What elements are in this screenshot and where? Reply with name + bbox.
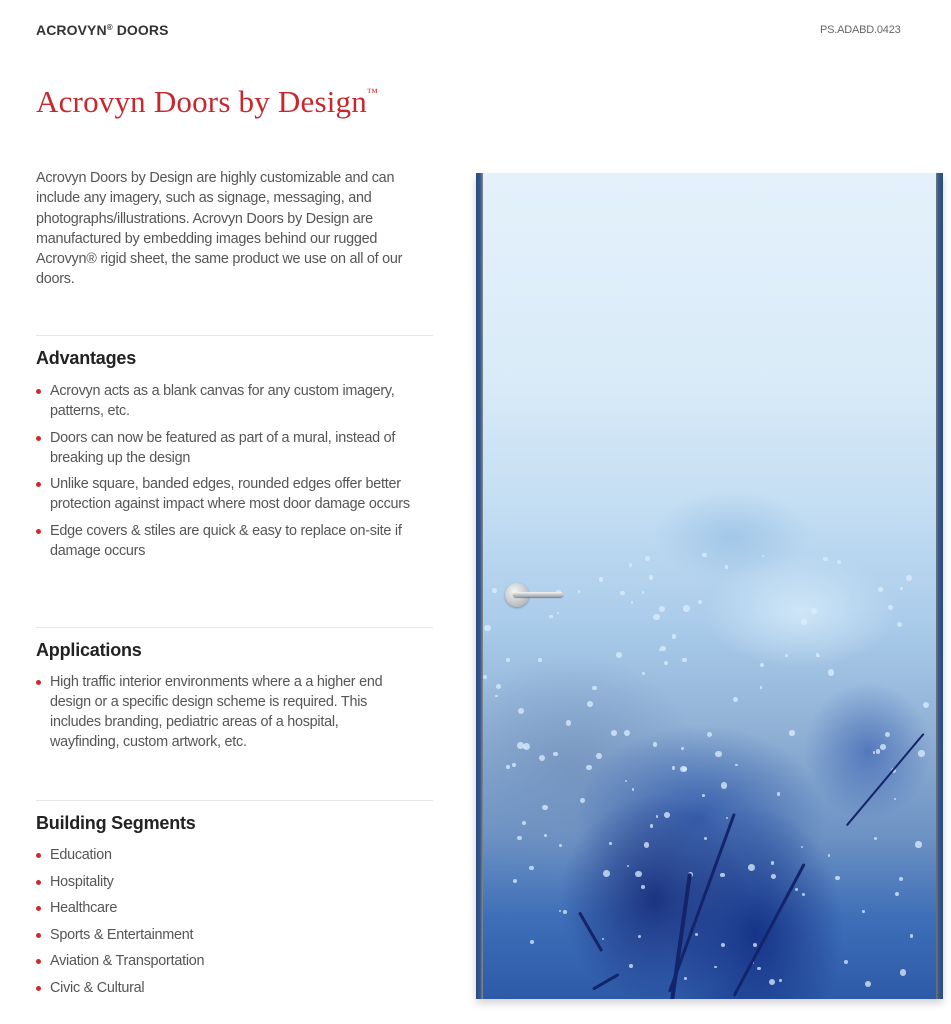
- watercolor-speck: [769, 979, 775, 985]
- watercolor-speck: [885, 732, 890, 737]
- watercolor-speck: [517, 836, 521, 840]
- watercolor-speck: [580, 798, 585, 803]
- door-image: [476, 173, 943, 999]
- watercolor-speck: [835, 876, 840, 881]
- watercolor-speck: [529, 866, 533, 870]
- watercolor-speck: [549, 615, 553, 619]
- watercolor-speck: [735, 764, 738, 767]
- door-panel-watercolor: [483, 173, 936, 999]
- watercolor-speck: [721, 782, 728, 789]
- watercolor-speck: [915, 841, 921, 847]
- watercolor-speck: [627, 865, 629, 867]
- divider: [36, 627, 433, 628]
- watercolor-speck: [495, 695, 497, 697]
- divider: [36, 335, 433, 336]
- watercolor-speck: [802, 893, 805, 896]
- watercolor-crack: [578, 912, 603, 952]
- bullet-icon: [36, 436, 41, 441]
- watercolor-speck: [682, 658, 687, 663]
- watercolor-speck: [553, 752, 557, 756]
- watercolor-speck: [492, 588, 497, 593]
- bullet-icon: [36, 986, 41, 991]
- watercolor-speck: [771, 861, 774, 864]
- list-item-text: Education: [50, 847, 112, 863]
- watercolor-speck: [801, 846, 803, 848]
- list-item-text: Unlike square, banded edges, rounded edges offer better protection against impact where most door damage occurs: [50, 476, 410, 512]
- watercolor-speck: [828, 669, 834, 675]
- watercolor-speck: [801, 619, 806, 624]
- watercolor-speck: [656, 815, 658, 817]
- watercolor-speck: [684, 977, 687, 980]
- watercolor-speck: [828, 854, 830, 856]
- door-edge-right: [936, 173, 943, 999]
- watercolor-speck: [542, 805, 548, 811]
- watercolor-speck: [603, 870, 610, 877]
- watercolor-speck: [672, 634, 677, 639]
- bullet-icon: [36, 529, 41, 534]
- watercolor-speck: [878, 587, 883, 592]
- watercolor-speck: [726, 817, 728, 819]
- watercolor-speck: [748, 864, 755, 871]
- list-item: [36, 381, 436, 421]
- watercolor-speck: [923, 702, 929, 708]
- watercolor-speck: [862, 910, 865, 913]
- divider: [36, 800, 433, 801]
- watercolor-speck: [641, 885, 645, 889]
- building-segments-list: [36, 845, 436, 1005]
- watercolor-speck: [538, 658, 542, 662]
- watercolor-speck: [587, 701, 593, 707]
- watercolor-speck: [650, 824, 653, 827]
- watercolor-speck: [659, 606, 665, 612]
- watercolor-speck: [880, 744, 886, 750]
- watercolor-speck: [702, 794, 705, 797]
- watercolor-speck: [844, 960, 848, 964]
- watercolor-speck: [609, 842, 612, 845]
- watercolor-speck: [653, 742, 658, 747]
- list-item-text: Acrovyn acts as a blank canvas for any custom imagery, patterns, etc.: [50, 383, 395, 419]
- watercolor-speck: [539, 755, 545, 761]
- applications-list: [36, 672, 406, 752]
- watercolor-speck: [760, 686, 762, 688]
- watercolor-speck: [900, 587, 903, 590]
- bullet-icon: [36, 959, 41, 964]
- watercolor-speck: [506, 765, 509, 768]
- watercolor-speck: [635, 871, 642, 878]
- watercolor-speck: [518, 708, 524, 714]
- watercolor-speck: [664, 661, 669, 666]
- watercolor-speck: [624, 730, 630, 736]
- watercolor-speck: [631, 601, 634, 604]
- watercolor-speck: [664, 812, 670, 818]
- list-item-text: Edge covers & stiles are quick & easy to replace on-site if damage occurs: [50, 522, 402, 559]
- watercolor-speck: [823, 557, 827, 561]
- watercolor-speck: [629, 964, 633, 968]
- watercolor-speck: [586, 765, 591, 770]
- watercolor-speck: [683, 605, 690, 612]
- door-edge-left: [476, 173, 483, 999]
- watercolor-speck: [725, 565, 728, 568]
- watercolor-speck: [899, 877, 903, 881]
- watercolor-speck: [771, 874, 776, 879]
- brand-header: [36, 22, 169, 38]
- list-item: [36, 925, 436, 945]
- list-item-text: High traffic interior environments where a a higher end design or a specific design scheme is required. This includes branding, pediatric areas of a hospital, wayfinding, custom artwork, etc.: [50, 674, 383, 750]
- watercolor-speck: [714, 966, 716, 968]
- watercolor-crack: [733, 863, 806, 997]
- watercolor-speck: [704, 837, 706, 839]
- watercolor-speck: [638, 935, 641, 938]
- watercolor-speck: [611, 730, 617, 736]
- watercolor-speck: [795, 888, 798, 891]
- watercolor-speck: [544, 834, 547, 837]
- list-item: [36, 845, 436, 865]
- watercolor-speck: [672, 766, 675, 769]
- watercolor-speck: [777, 792, 781, 796]
- watercolor-speck: [695, 933, 698, 936]
- watercolor-speck: [876, 749, 881, 754]
- watercolor-speck: [496, 684, 501, 689]
- watercolor-speck: [644, 842, 650, 848]
- watercolor-speck: [897, 622, 902, 627]
- watercolor-crack: [592, 973, 619, 991]
- handle-lever: [513, 592, 563, 597]
- advantages-list: [36, 381, 436, 567]
- bullet-icon: [36, 680, 41, 685]
- watercolor-speck: [513, 879, 517, 883]
- registered-mark: ®: [106, 23, 113, 32]
- watercolor-speck: [599, 577, 603, 581]
- list-item-text: Hospitality: [50, 873, 114, 890]
- watercolor-speck: [616, 652, 622, 658]
- watercolor-speck: [837, 560, 841, 564]
- intro-paragraph: Acrovyn Doors by Design are highly customizable and can include any imagery, such as signage, messaging, and photographs/illustrations. Acrovyn Doors by Design are manufactured by embedding images behind our rugged Acrovyn® rigid sheet, the same product we use on all of our doors.: [36, 170, 403, 288]
- bullet-icon: [36, 880, 41, 885]
- watercolor-speck: [721, 943, 725, 947]
- watercolor-speck: [779, 979, 782, 982]
- applications-heading: Applications: [36, 640, 142, 660]
- watercolor-speck: [757, 967, 761, 971]
- watercolor-speck: [760, 663, 764, 667]
- watercolor-speck: [895, 892, 900, 897]
- trademark-mark: ™: [366, 87, 378, 99]
- watercolor-speck: [715, 751, 721, 757]
- list-item: [36, 951, 436, 971]
- watercolor-speck: [629, 563, 633, 567]
- list-item-text: Healthcare: [50, 900, 118, 917]
- watercolor-speck: [698, 600, 702, 604]
- watercolor-speck: [649, 575, 653, 579]
- advantages-heading: Advantages: [36, 348, 137, 368]
- watercolor-speck: [602, 938, 604, 940]
- list-item: [36, 474, 436, 514]
- list-item-text: Civic & Cultural: [50, 979, 145, 996]
- watercolor-speck: [484, 625, 490, 631]
- brand-name: ACROVYN: [36, 22, 107, 38]
- bullet-icon: [36, 853, 41, 858]
- watercolor-speck: [578, 590, 581, 593]
- watercolor-speck: [660, 646, 665, 651]
- document-code: PS.ADABD.0423: [820, 24, 901, 36]
- watercolor-speck: [596, 753, 602, 759]
- list-item: [36, 898, 436, 918]
- watercolor-speck: [702, 553, 706, 557]
- bullet-icon: [36, 906, 41, 911]
- watercolor-speck: [620, 591, 624, 595]
- watercolor-speck: [789, 730, 794, 735]
- bullet-icon: [36, 933, 41, 938]
- watercolor-speck: [653, 614, 660, 621]
- watercolor-speck: [874, 837, 877, 840]
- list-item: [36, 428, 436, 468]
- watercolor-speck: [642, 672, 646, 676]
- watercolor-speck: [888, 605, 893, 610]
- brand-suffix: DOORS: [112, 22, 169, 38]
- list-item: [36, 672, 406, 752]
- watercolor-speck: [559, 844, 562, 847]
- watercolor-speck: [483, 675, 487, 679]
- watercolor-speck: [625, 780, 627, 782]
- list-item: [36, 521, 436, 561]
- watercolor-speck: [530, 940, 534, 944]
- watercolor-speck: [762, 555, 764, 557]
- watercolor-speck: [512, 763, 516, 767]
- bullet-icon: [36, 482, 41, 487]
- list-item: [36, 978, 436, 998]
- watercolor-crack: [668, 813, 736, 993]
- watercolor-speck: [811, 608, 817, 614]
- watercolor-speck: [910, 934, 914, 938]
- watercolor-speck: [563, 910, 567, 914]
- watercolor-speck: [506, 658, 510, 662]
- watercolor-speck: [873, 751, 876, 754]
- list-item-text: Aviation & Transportation: [50, 953, 205, 970]
- watercolor-speck: [522, 821, 526, 825]
- watercolor-speck: [707, 732, 713, 738]
- watercolor-speck: [865, 981, 871, 987]
- door-handle-icon: [505, 583, 565, 609]
- watercolor-speck: [659, 649, 661, 651]
- watercolor-speck: [900, 969, 906, 975]
- watercolor-speck: [517, 742, 524, 749]
- watercolor-speck: [632, 788, 635, 791]
- watercolor-speck: [720, 873, 725, 878]
- watercolor-speck: [523, 743, 530, 750]
- watercolor-speck: [681, 747, 684, 750]
- watercolor-speck: [566, 720, 571, 725]
- watercolor-speck: [753, 943, 757, 947]
- page-title: [36, 84, 378, 120]
- watercolor-speck: [906, 575, 913, 582]
- watercolor-speck: [733, 697, 738, 702]
- watercolor-speck: [559, 910, 561, 912]
- watercolor-speck: [557, 612, 559, 614]
- watercolor-speck: [894, 798, 896, 800]
- building-segments-heading: Building Segments: [36, 813, 196, 833]
- list-item-text: Doors can now be featured as part of a mural, instead of breaking up the design: [50, 429, 396, 466]
- watercolor-speck: [642, 591, 644, 593]
- watercolor-speck: [592, 686, 597, 691]
- watercolor-speck: [918, 750, 924, 756]
- bullet-icon: [36, 389, 41, 394]
- watercolor-speck: [645, 556, 650, 561]
- list-item: [36, 872, 436, 892]
- page-title-text: Acrovyn Doors by Design: [36, 84, 367, 119]
- watercolor-speck: [785, 654, 788, 657]
- list-item-text: Sports & Entertainment: [50, 926, 194, 943]
